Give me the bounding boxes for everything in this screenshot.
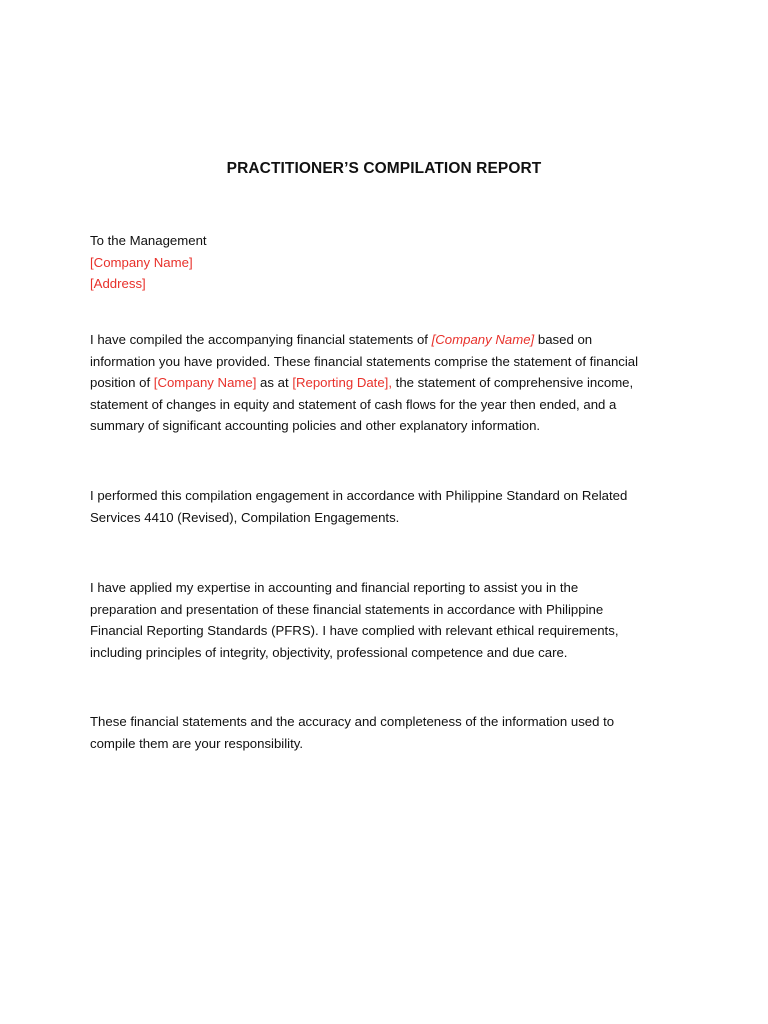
paragraph-line [90,329,690,351]
paragraph-standard [90,485,690,528]
paragraph-line: statement of changes in equity and statement of cash flows for the year then ended, and a [90,396,617,412]
paragraph-expertise [90,577,690,663]
reporting-date-placeholder: [Reporting Date], [292,375,393,391]
paragraph-line: These financial statements and the accuracy and completeness of the information used to [90,714,615,729]
paragraph-line: preparation and presentation of these financial statements in accordance with Philippine [90,601,604,617]
text-segment: the statement of comprehensive income, [392,375,634,391]
paragraph-compilation [90,329,690,437]
text-segment: I have compiled the accompanying financial statements of [90,332,432,347]
paragraph-line: I have applied my expertise in accounting and financial reporting to assist you in the [90,580,579,595]
document-title: PRACTITIONER’S COMPILATION REPORT [226,160,542,177]
paragraph-line: I performed this compilation engagement in accordance with Philippine Standard on Related [90,488,628,503]
text-segment: position of [90,375,154,391]
paragraph-line: compile them are your responsibility. [90,735,304,751]
paragraph-responsibility [90,711,690,754]
addressee-block [90,230,690,295]
paragraph-line: including principles of integrity, objectivity, professional competence and due care. [90,644,568,660]
addressee-address-placeholder: [Address] [90,276,146,292]
company-name-placeholder: [Company Name] [431,332,535,347]
text-segment: based on [534,332,593,347]
paragraph-line: Services 4410 (Revised), Compilation Engagements. [90,509,400,525]
company-name-placeholder: [Company Name] [153,375,257,391]
paragraph-line: information you have provided. These financial statements comprise the statement of financial [90,353,639,369]
addressee-line: To the Management [90,233,207,248]
addressee-company-placeholder: [Company Name] [90,254,193,270]
paragraph-line: summary of significant accounting policies and other explanatory information. [90,418,541,434]
text-segment: as at [256,375,293,391]
paragraph-line [90,372,690,394]
paragraph-line: Financial Reporting Standards (PFRS). I have complied with relevant ethical requirements, [90,623,619,639]
